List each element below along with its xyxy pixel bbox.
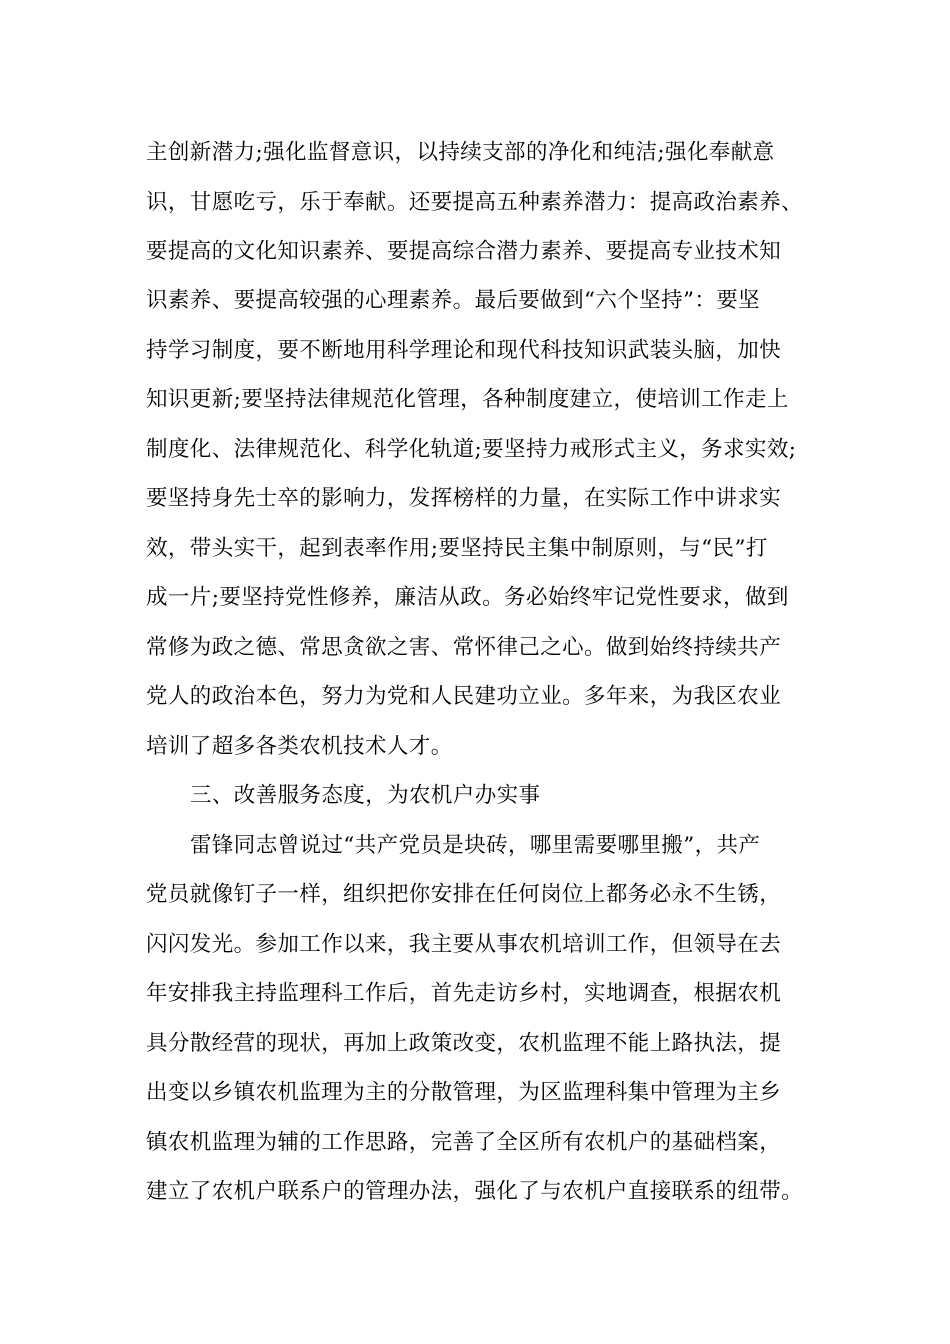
text-line: 出变以乡镇农机监理为主的分散管理，为区监理科集中管理为主乡 xyxy=(146,1080,782,1105)
text-line: 具分散经营的现状，再加上政策改变，农机监理不能上路执法，提 xyxy=(146,1031,782,1056)
text-line: 知识更新;要坚持法律规范化管理，各种制度建立，使培训工作走上 xyxy=(146,387,789,412)
text-line: 建立了农机户联系户的管理办法，强化了与农机户直接联系的纽带。 xyxy=(146,1179,804,1204)
text-line: 要坚持身先士卒的影响力，发挥榜样的力量，在实际工作中讲求实 xyxy=(146,486,782,511)
text-line: 培训了超多各类农机技术人才。 xyxy=(146,734,453,759)
text-line: 制度化、法律规范化、科学化轨道;要坚持力戒形式主义，务求实效; xyxy=(146,437,797,462)
text-line: 党人的政治本色，努力为党和人民建功立业。多年来，为我区农业 xyxy=(146,684,782,709)
text-line: 成一片;要坚持党性修养，廉洁从政。务必始终牢记党性要求，做到 xyxy=(146,585,789,610)
text-line: 雷锋同志曾说过“共产党员是块砖，哪里需要哪里搬”，共产 xyxy=(190,833,761,858)
text-line: 常修为政之德、常思贪欲之害、常怀律己之心。做到始终持续共产 xyxy=(146,635,782,660)
text-line: 识，甘愿吃亏，乐于奉献。还要提高五种素养潜力：提高政治素养、 xyxy=(146,190,804,215)
text-line: 年安排我主持监理科工作后，首先走访乡村，实地调查，根据农机 xyxy=(146,981,782,1006)
text-line: 效，带头实干，起到表率作用;要坚持民主集中制原则，与“民”打 xyxy=(146,536,768,561)
text-line: 主创新潜力;强化监督意识，以持续支部的净化和纯洁;强化奉献意 xyxy=(146,140,775,165)
text-line: 要提高的文化知识素养、要提高综合潜力素养、要提高专业技术知 xyxy=(146,239,782,264)
text-line: 党员就像钉子一样，组织把你安排在任何岗位上都务必永不生锈， xyxy=(146,882,782,907)
section-heading: 三、改善服务态度，为农机户办实事 xyxy=(190,783,541,808)
text-line: 镇农机监理为辅的工作思路，完善了全区所有农机户的基础档案， xyxy=(146,1130,782,1155)
text-line: 持学习制度，要不断地用科学理论和现代科技知识武装头脑，加快 xyxy=(146,338,782,363)
text-line: 闪闪发光。参加工作以来，我主要从事农机培训工作，但领导在去 xyxy=(146,932,782,957)
text-line: 识素养、要提高较强的心理素养。最后要做到“六个坚持”：要坚 xyxy=(146,288,761,313)
